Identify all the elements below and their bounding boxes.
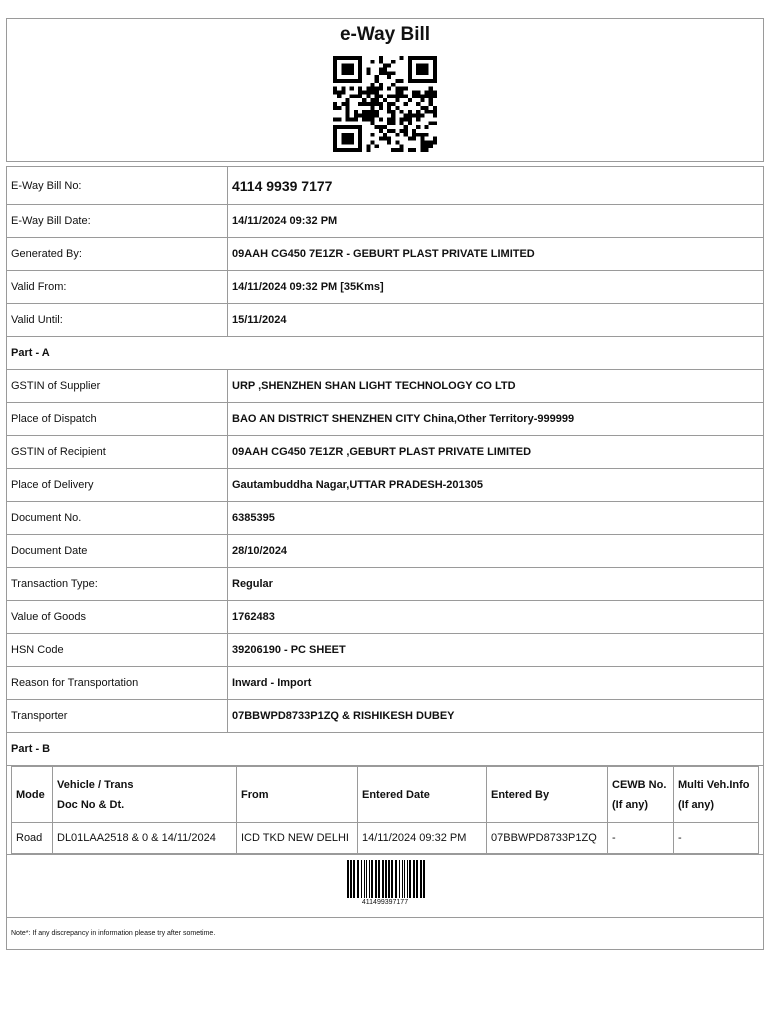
generated-by-value: 09AAH CG450 7E1ZR - GEBURT PLAST PRIVATE LIMITED: [228, 238, 764, 271]
supplier-gstin-label: GSTIN of Supplier: [7, 370, 228, 403]
document-no-value: 6385395: [228, 502, 764, 535]
delivery-place-label: Place of Delivery: [7, 469, 228, 502]
table-row: [7, 337, 764, 370]
table-row: [7, 205, 764, 238]
qr-code-icon: [333, 56, 437, 152]
barcode-box: [6, 855, 764, 918]
note-text: Note*: If any discrepancy in information please try after sometime.: [6, 918, 764, 950]
entered-by-cell: 07BBWPD8733P1ZQ: [487, 823, 608, 854]
barcode-number: 411499397177: [361, 899, 409, 906]
table-row: [7, 733, 764, 766]
barcode-icon: [347, 860, 425, 898]
table-row: [7, 502, 764, 535]
part-b-table: [11, 766, 759, 854]
part-b-title: Part - B: [7, 733, 764, 766]
valid-until-value: 15/11/2024: [228, 304, 764, 337]
from-cell: ICD TKD NEW DELHI: [237, 823, 358, 854]
document-date-label: Document Date: [7, 535, 228, 568]
recipient-gstin-value: 09AAH CG450 7E1ZR ,GEBURT PLAST PRIVATE LIMITED: [228, 436, 764, 469]
ewb-date-value: 14/11/2024 09:32 PM: [228, 205, 764, 238]
dispatch-place-label: Place of Dispatch: [7, 403, 228, 436]
header-box: [6, 18, 764, 162]
col-multi-veh-header: Multi Veh.Info (If any): [674, 767, 759, 823]
table-row: [7, 601, 764, 634]
table-row: [7, 167, 764, 205]
col-cewb-header: CEWB No. (If any): [608, 767, 674, 823]
part-b-header-row: [12, 767, 759, 823]
table-row: [7, 403, 764, 436]
col-entered-date-header: Entered Date: [358, 767, 487, 823]
mode-cell: Road: [12, 823, 53, 854]
table-row: [7, 238, 764, 271]
table-row: [7, 667, 764, 700]
dispatch-place-value: BAO AN DISTRICT SHENZHEN CITY China,Other Territory-999999: [228, 403, 764, 436]
ewb-no-label: E-Way Bill No:: [7, 167, 228, 205]
part-b-row: [12, 823, 759, 854]
part-b-cell: [7, 766, 764, 855]
col-entered-by-header: Entered By: [487, 767, 608, 823]
entered-date-cell: 14/11/2024 09:32 PM: [358, 823, 487, 854]
transaction-type-label: Transaction Type:: [7, 568, 228, 601]
col-from-header: From: [237, 767, 358, 823]
hsn-code-value: 39206190 - PC SHEET: [228, 634, 764, 667]
valid-from-value: 14/11/2024 09:32 PM [35Kms]: [228, 271, 764, 304]
details-table: [6, 166, 764, 855]
generated-by-label: Generated By:: [7, 238, 228, 271]
table-row: [7, 469, 764, 502]
table-row: [7, 634, 764, 667]
recipient-gstin-label: GSTIN of Recipient: [7, 436, 228, 469]
table-row: [7, 568, 764, 601]
ewb-date-label: E-Way Bill Date:: [7, 205, 228, 238]
eway-bill-sheet: [6, 18, 764, 950]
transaction-type-value: Regular: [228, 568, 764, 601]
col-vehicle-header: Vehicle / Trans Doc No & Dt.: [53, 767, 237, 823]
transport-reason-label: Reason for Transportation: [7, 667, 228, 700]
valid-from-label: Valid From:: [7, 271, 228, 304]
col-mode-header: Mode: [12, 767, 53, 823]
transporter-value: 07BBWPD8733P1ZQ & RISHIKESH DUBEY: [228, 700, 764, 733]
table-row: [7, 370, 764, 403]
ewb-no-value: 4114 9939 7177: [228, 167, 764, 205]
delivery-place-value: Gautambuddha Nagar,UTTAR PRADESH-201305: [228, 469, 764, 502]
cewb-cell: -: [608, 823, 674, 854]
hsn-code-label: HSN Code: [7, 634, 228, 667]
table-row: [7, 700, 764, 733]
goods-value-value: 1762483: [228, 601, 764, 634]
table-row: [7, 436, 764, 469]
part-a-title: Part - A: [7, 337, 764, 370]
transporter-label: Transporter: [7, 700, 228, 733]
supplier-gstin-value: URP ,SHENZHEN SHAN LIGHT TECHNOLOGY CO LTD: [228, 370, 764, 403]
valid-until-label: Valid Until:: [7, 304, 228, 337]
table-row: [7, 535, 764, 568]
table-row: [7, 271, 764, 304]
transport-reason-value: Inward - Import: [228, 667, 764, 700]
document-no-label: Document No.: [7, 502, 228, 535]
document-date-value: 28/10/2024: [228, 535, 764, 568]
multi-veh-cell: -: [674, 823, 759, 854]
table-row: [7, 766, 764, 855]
vehicle-cell: DL01LAA2518 & 0 & 14/11/2024: [53, 823, 237, 854]
goods-value-label: Value of Goods: [7, 601, 228, 634]
page-title: e-Way Bill: [339, 24, 431, 45]
table-row: [7, 304, 764, 337]
